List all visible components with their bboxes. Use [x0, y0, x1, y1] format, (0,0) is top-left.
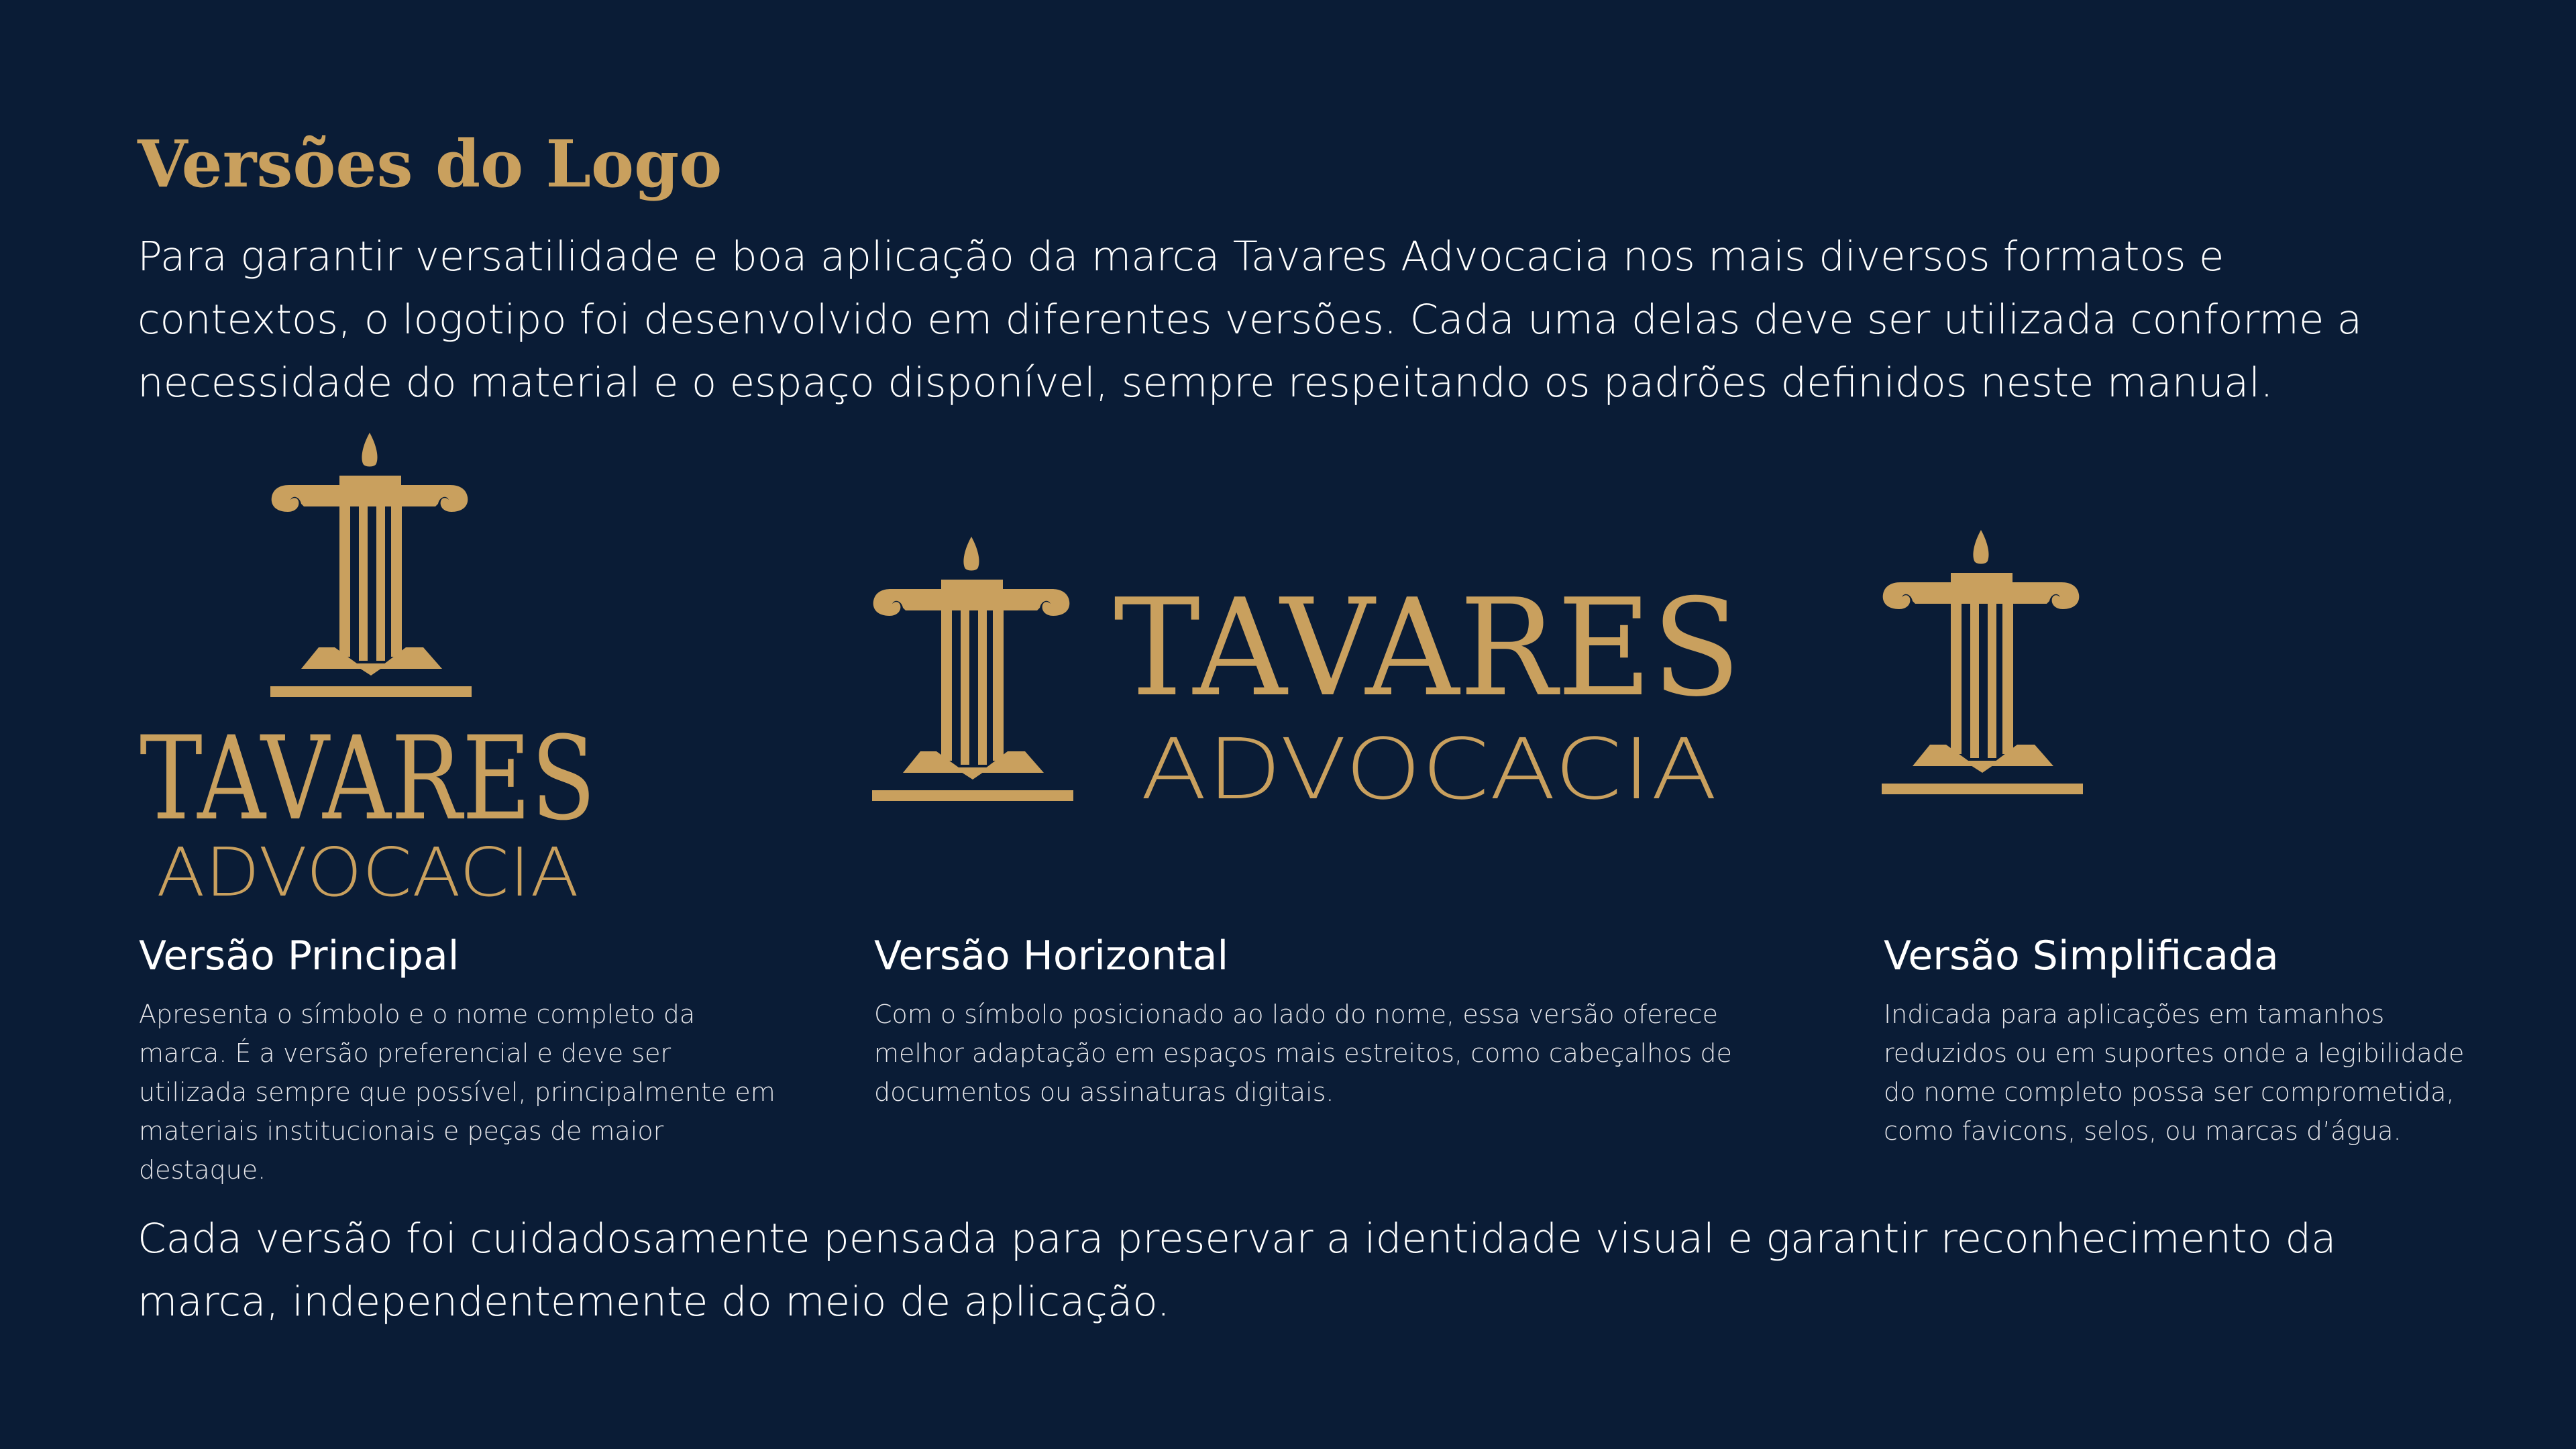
version-horizontal-caption — [874, 929, 1807, 1112]
version-description: Com o símbolo posicionado ao lado do nome, essa versão oferece melhor adaptação em espaços mais estreitos, como cabeçalhos de documentos ou assinaturas digitais. — [874, 1000, 1732, 1107]
page-title: Versões do Logo — [138, 126, 722, 202]
logo-brand-name: TAVARES — [140, 711, 596, 846]
logo-brand-sub: ADVOCACIA — [1140, 721, 1717, 818]
logo-brand-name: TAVARES — [1114, 570, 1741, 727]
version-description: Indicada para aplicações em tamanhos reduzidos ou em suportes onde a legibilidade do nome completo possa ser comprometida, como favicons, selos, ou marcas d’água. — [1884, 1000, 2465, 1146]
intro-paragraph: Para garantir versatilidade e boa aplicação da marca Tavares Advocacia nos mais diversos formatos e contextos, o logotipo foi desenvolvido em diferentes versões. Cada uma delas deve ser utilizada conforme a necessidade do material e o espaço disponível, sempre respeitando os padrões definidos neste manual. — [138, 233, 2363, 407]
version-simplified-caption — [1884, 929, 2487, 1150]
logo-main-version — [134, 433, 617, 912]
logo-brand-sub: ADVOCACIA — [156, 833, 580, 912]
logo-horizontal-version — [872, 537, 1744, 818]
logo-simplified-version — [1882, 530, 2083, 798]
column-pillar-icon — [872, 537, 1073, 801]
closing-paragraph: Cada versão foi cuidadosamente pensada para preservar a identidade visual e garantir reconhecimento da marca, independentemente do meio de aplicação. — [138, 1215, 2337, 1326]
version-main-caption — [139, 929, 783, 1189]
version-title: Versão Principal — [139, 932, 460, 979]
column-pillar-icon — [270, 433, 472, 697]
column-pillar-icon — [1882, 530, 2083, 794]
version-title: Versão Horizontal — [874, 932, 1229, 979]
version-description: Apresenta o símbolo e o nome completo da marca. É a versão preferencial e deve ser utilizada sempre que possível, principalmente em materiais institucionais e peças de maior destaque. — [139, 1000, 775, 1185]
version-title: Versão Simplificada — [1884, 932, 2279, 979]
